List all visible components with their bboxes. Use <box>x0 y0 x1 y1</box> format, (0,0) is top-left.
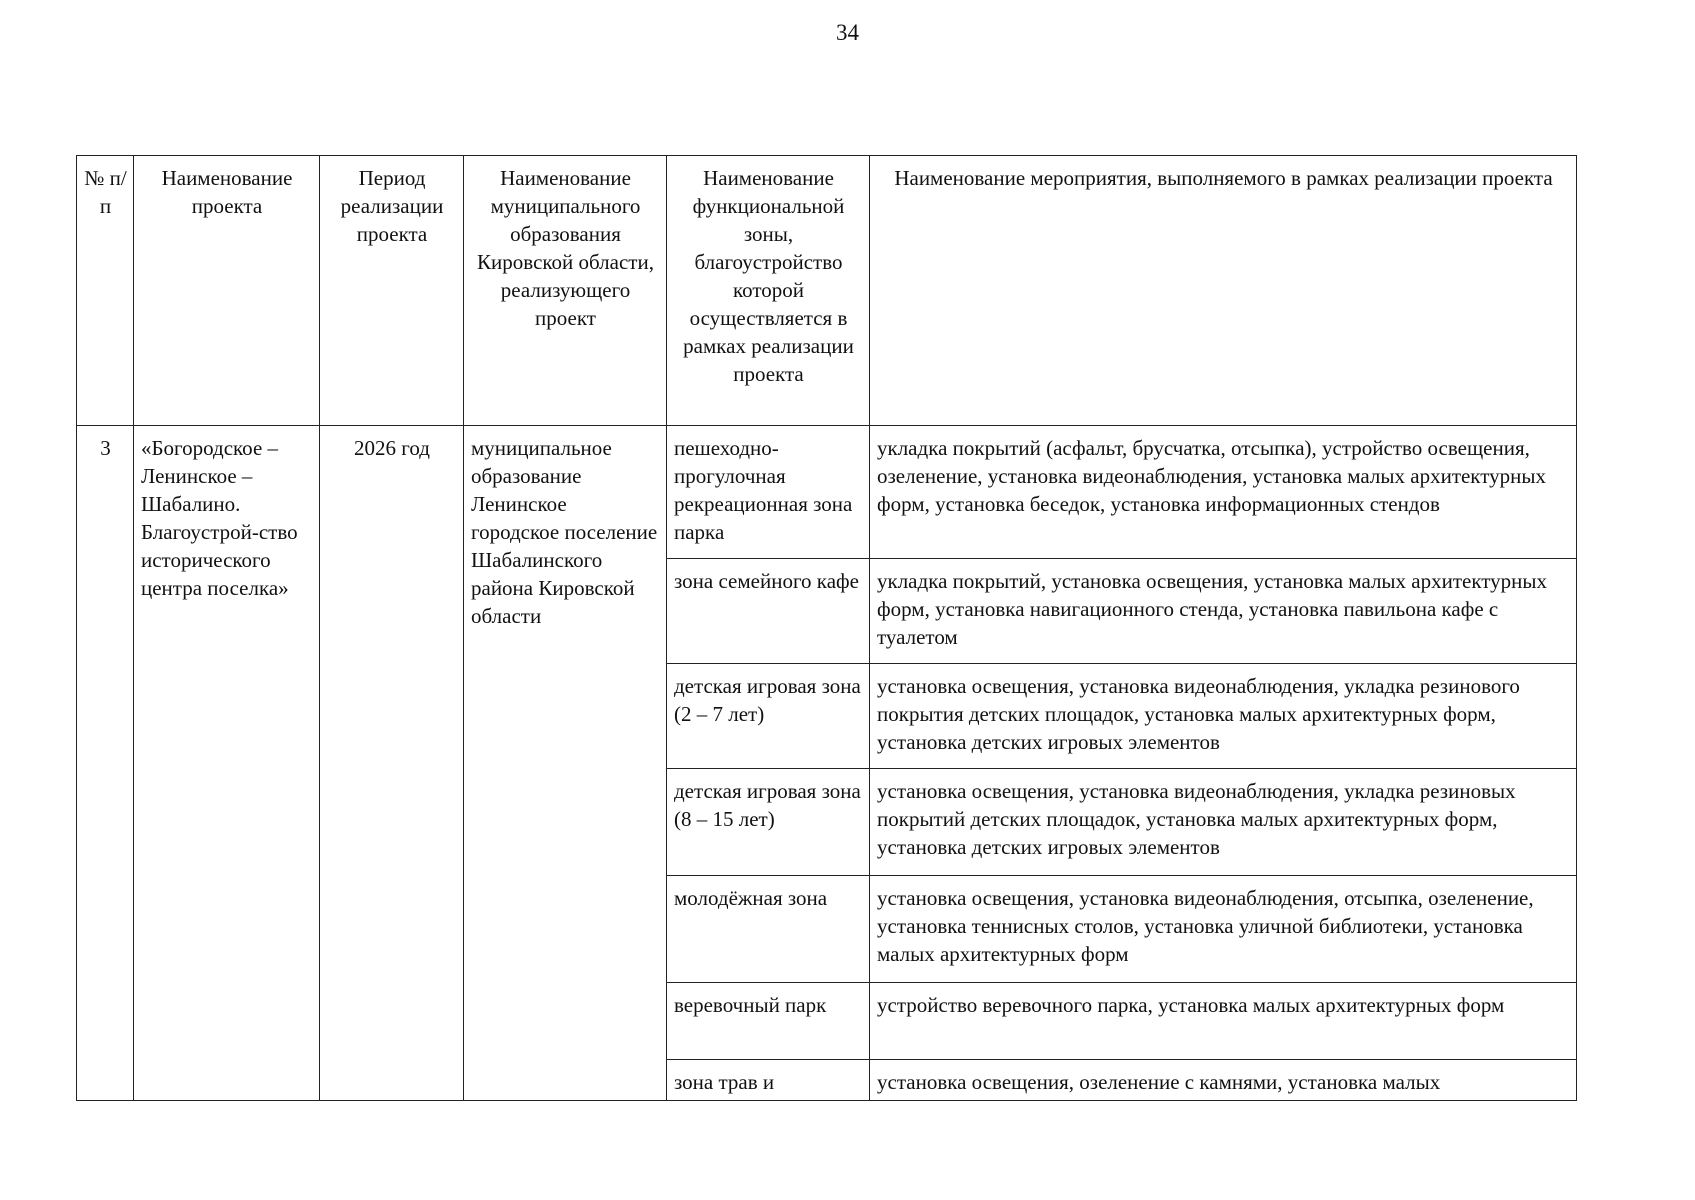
zone-name: молодёжная зона <box>667 876 870 983</box>
project-municipality: муниципальное образование Ленинское городское поселение Шабалинского района Кировской области <box>464 426 667 1101</box>
header-num: № п/п <box>77 156 134 426</box>
zone-name: зона семейного кафе <box>667 559 870 664</box>
project-num: 3 <box>77 426 134 1101</box>
project-period: 2026 год <box>320 426 464 1101</box>
header-project: Наименование проекта <box>134 156 320 426</box>
page-number: 34 <box>836 20 859 45</box>
zone-name: зона трав и <box>667 1060 870 1101</box>
header-municipality: Наименование муниципального образования Кировской области, реализующего проект <box>464 156 667 426</box>
header-period: Период реализации проекта <box>320 156 464 426</box>
header-activity: Наименование мероприятия, выполняемого в рамках реализации проекта <box>870 156 1577 426</box>
projects-table <box>76 155 1577 1101</box>
zone-activity: укладка покрытий (асфальт, брусчатка, отсыпка), устройство освещения, озеленение, установка видеонаблюдения, установка малых архитектурных форм, установка беседок, установка информационных стендов <box>870 426 1577 559</box>
zone-name: детская игровая зона (8 – 15 лет) <box>667 769 870 876</box>
zone-name: детская игровая зона (2 – 7 лет) <box>667 664 870 769</box>
table-header-row <box>77 156 1577 426</box>
zone-name: веревочный парк <box>667 983 870 1060</box>
table-row <box>77 426 1577 559</box>
zone-activity: установка освещения, озеленение с камнями, установка малых <box>870 1060 1577 1101</box>
zone-activity: укладка покрытий, установка освещения, установка малых архитектурных форм, установка навигационного стенда, установка павильона кафе с туалетом <box>870 559 1577 664</box>
zone-name: пешеходно-прогулочная рекреационная зона парка <box>667 426 870 559</box>
zone-activity: установка освещения, установка видеонаблюдения, отсыпка, озеленение, установка теннисных столов, установка уличной библиотеки, установка малых архитектурных форм <box>870 876 1577 983</box>
zone-activity: установка освещения, установка видеонаблюдения, укладка резиновых покрытий детских площадок, установка малых архитектурных форм, установка детских игровых элементов <box>870 769 1577 876</box>
project-name: «Богородское – Ленинское – Шабалино. Благоустрой-ство исторического центра поселка» <box>134 426 320 1101</box>
zone-activity: установка освещения, установка видеонаблюдения, укладка резинового покрытия детских площадок, установка малых архитектурных форм, установка детских игровых элементов <box>870 664 1577 769</box>
zone-activity: устройство веревочного парка, установка малых архитектурных форм <box>870 983 1577 1060</box>
header-zone: Наименование функциональной зоны, благоустройство которой осуществляется в рамках реализации проекта <box>667 156 870 426</box>
